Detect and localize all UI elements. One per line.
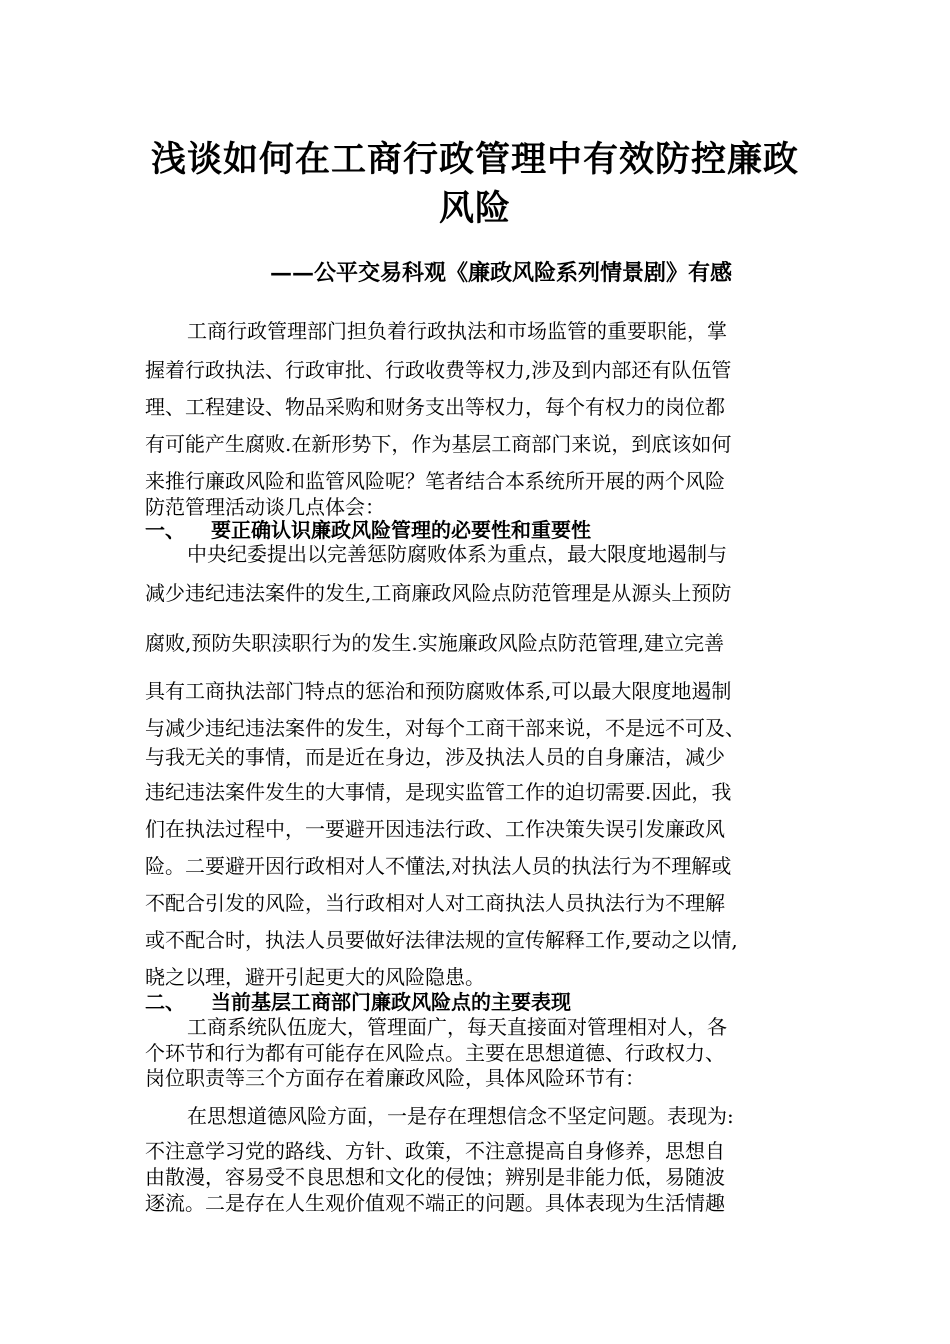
section-2-line: 工商系统队伍庞大，管理面广，每天直接面对管理相对人，各 — [187, 1015, 727, 1039]
intro-line: 防范管理活动谈几点体会： — [145, 495, 385, 519]
section-1-line: 们在执法过程中，一要避开因违法行政、工作决策失误引发廉政风 — [145, 817, 725, 841]
section-1-line: 具有工商执法部门特点的惩治和预防腐败体系,可以最大限度地遏制 — [145, 679, 732, 703]
section-2-line: 逐流。二是存在人生观价值观不端正的问题。具体表现为生活情趣 — [145, 1191, 725, 1215]
section-2-line: 在思想道德风险方面，一是存在理想信念不坚定问题。表现为: — [187, 1104, 734, 1128]
document-title-line-1: 浅谈如何在工商行政管理中有效防控廉政 — [150, 139, 799, 180]
section-2-line: 由散漫，容易受不良思想和文化的侵蚀；辨别是非能力低，易随波 — [145, 1165, 725, 1189]
section-1-heading — [145, 520, 591, 540]
section-2-heading — [145, 992, 571, 1012]
document-title-line-2: 风险 — [438, 188, 511, 229]
section-1-number: 一、 — [145, 518, 185, 542]
section-1-heading-text: 要正确认识廉政风险管理的必要性和重要性 — [211, 518, 591, 542]
intro-line: 握着行政执法、行政审批、行政收费等权力,涉及到内部还有队伍管 — [145, 358, 732, 382]
intro-line: 理、工程建设、物品采购和财务支出等权力，每个有权力的岗位都 — [145, 395, 725, 419]
section-1-line: 险。二要避开因行政相对人不懂法,对执法人员的执法行为不理解或 — [145, 854, 732, 878]
section-1-line: 减少违纪违法案件的发生,工商廉政风险点防范管理是从源头上预防 — [145, 581, 732, 605]
intro-line: 有可能产生腐败.在新形势下，作为基层工商部门来说，到底该如何 — [145, 432, 732, 456]
section-1-line: 违纪违法案件发生的大事情，是现实监管工作的迫切需要.因此，我 — [145, 780, 732, 804]
section-1-line: 与减少违纪违法案件的发生，对每个工商干部来说，不是远不可及、 — [145, 716, 745, 740]
intro-line: 工商行政管理部门担负着行政执法和市场监管的重要职能，掌 — [187, 319, 727, 343]
document-subtitle: ——公平交易科观《廉政风险系列情景剧》有感 — [270, 260, 733, 286]
section-1-line: 中央纪委提出以完善惩防腐败体系为重点，最大限度地遏制与 — [187, 542, 727, 566]
section-1-line: 晓之以理，避开引起更大的风险隐患。 — [145, 965, 485, 989]
section-1-line: 与我无关的事情，而是近在身边，涉及执法人员的自身廉洁，减少 — [145, 745, 725, 769]
section-1-line: 不配合引发的风险，当行政相对人对工商执法人员执法行为不理解 — [145, 891, 725, 915]
section-1-line: 腐败,预防失职渎职行为的发生.实施廉政风险点防范管理,建立完善 — [145, 631, 725, 655]
intro-line: 来推行廉政风险和监管风险呢？笔者结合本系统所开展的两个风险 — [145, 469, 725, 493]
section-2-line: 岗位职责等三个方面存在着廉政风险，具体风险环节有： — [145, 1066, 645, 1090]
section-2-number: 二、 — [145, 990, 185, 1014]
section-2-line: 个环节和行为都有可能存在风险点。主要在思想道德、行政权力、 — [145, 1041, 725, 1065]
section-2-line: 不注意学习党的路线、方针、政策，不注意提高自身修养，思想自 — [145, 1139, 725, 1163]
section-1-line: 或不配合时，执法人员要做好法律法规的宣传解释工作,要动之以情, — [145, 928, 738, 952]
section-2-heading-text: 当前基层工商部门廉政风险点的主要表现 — [211, 990, 571, 1014]
